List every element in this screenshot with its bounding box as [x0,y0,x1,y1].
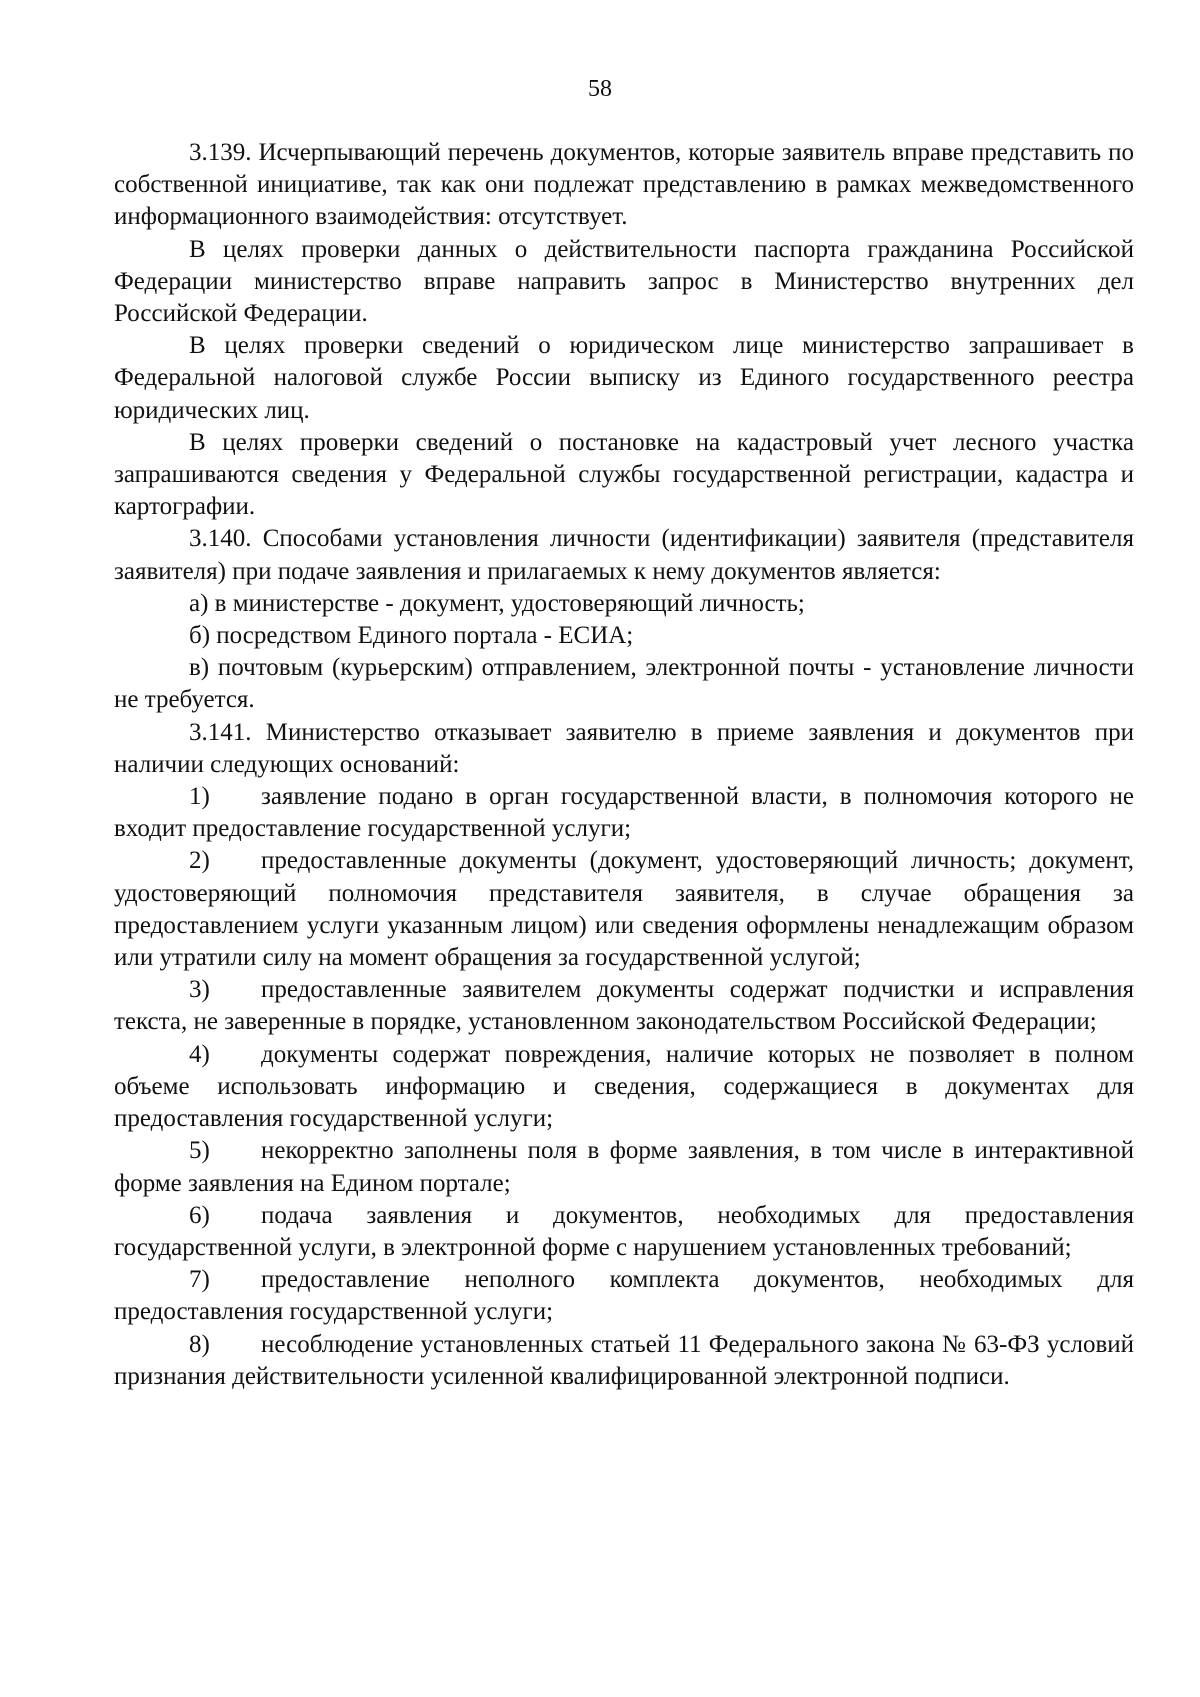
paragraph-cadastral-check: В целях проверки сведений о постановке на кадастровый учет лесного участка запрашиваются сведения у Федеральной службы государственной регистрации, кадастра и картографии. [114,428,1134,521]
ground-number: 5) [189,1137,210,1165]
ground-number: 3) [189,976,210,1004]
ground-item-8 [114,1329,1134,1393]
page-number: 58 [588,76,612,102]
list-item-b: б) посредством Единого портала - ЕСИА; [189,622,634,650]
ground-text: некорректно заполнены поля в форме заявления, в том числе в интерактивной форме заявления на Едином портале; [114,1137,1134,1197]
ground-item-7 [114,1264,1134,1328]
list-item-v: в) почтовым (курьерским) отправлением, электронной почты - установление личности не требуется. [114,654,1134,714]
paragraph-legal-entity-check: В целях проверки сведений о юридическом лице министерство запрашивает в Федеральной налоговой службе России выписку из Единого государственного реестра юридических лиц. [114,332,1134,424]
ground-number: 7) [189,1266,210,1294]
ground-item-6 [114,1200,1134,1264]
ground-text: документы содержат повреждения, наличие которых не позволяет в полном объеме использовать информацию и сведения, содержащиеся в документах для предоставления государственной услуги; [114,1040,1134,1133]
ground-number: 4) [189,1040,210,1068]
ground-text: заявление подано в орган государственной власти, в полномочия которого не входит предоставление государственной услуги; [114,783,1134,843]
paragraph-3-141: 3.141. Министерство отказывает заявителю в приеме заявления и документов при наличии следующих оснований: [114,718,1134,778]
paragraph-3-140: 3.140. Способами установления личности (идентификации) заявителя (представителя заявителя) при подаче заявления и прилагаемых к нему документов является: [114,525,1134,585]
ground-number: 2) [189,847,210,875]
ground-item-1 [114,781,1134,845]
ground-number: 8) [189,1330,210,1358]
ground-item-3 [114,974,1134,1038]
paragraph-passport-check: В целях проверки данных о действительности паспорта гражданина Российской Федерации министерство вправе направить запрос в Министерство внутренних дел Российской Федерации. [114,235,1134,328]
ground-text: предоставленные заявителем документы содержат подчистки и исправления текста, не заверенные в порядке, установленном законодательством Российской Федерации; [114,976,1134,1036]
ground-text: предоставленные документы (документ, удостоверяющий личность; документ, удостоверяющий полномочия представителя заявителя, в случае обращения за предоставлением услуги указанным лицом) или сведения оформлены ненадлежащим образом или утратили силу на момент обращения за государственной услугой; [114,847,1134,972]
ground-item-4 [114,1039,1134,1136]
ground-text: подача заявления и документов, необходимых для предоставления государственной услуги, в электронной форме с нарушением установленных требований; [114,1201,1134,1261]
ground-item-5 [114,1135,1134,1199]
ground-number: 1) [189,783,210,811]
ground-number: 6) [189,1201,210,1229]
paragraph-3-139: 3.139. Исчерпывающий перечень документов, которые заявитель вправе представить по собственной инициативе, так как они подлежат представлению в рамках межведомственного информационного взаимодействия: отсутствует. [114,139,1134,231]
ground-item-2 [114,845,1134,974]
document-body [114,137,1134,1393]
ground-text: несоблюдение установленных статьей 11 Федерального закона № 63-ФЗ условий признания действительности усиленной квалифицированной электронной подписи. [114,1330,1134,1390]
ground-text: предоставление неполного комплекта документов, необходимых для предоставления государственной услуги; [114,1266,1134,1326]
list-item-a: а) в министерстве - документ, удостоверяющий личность; [189,589,805,617]
